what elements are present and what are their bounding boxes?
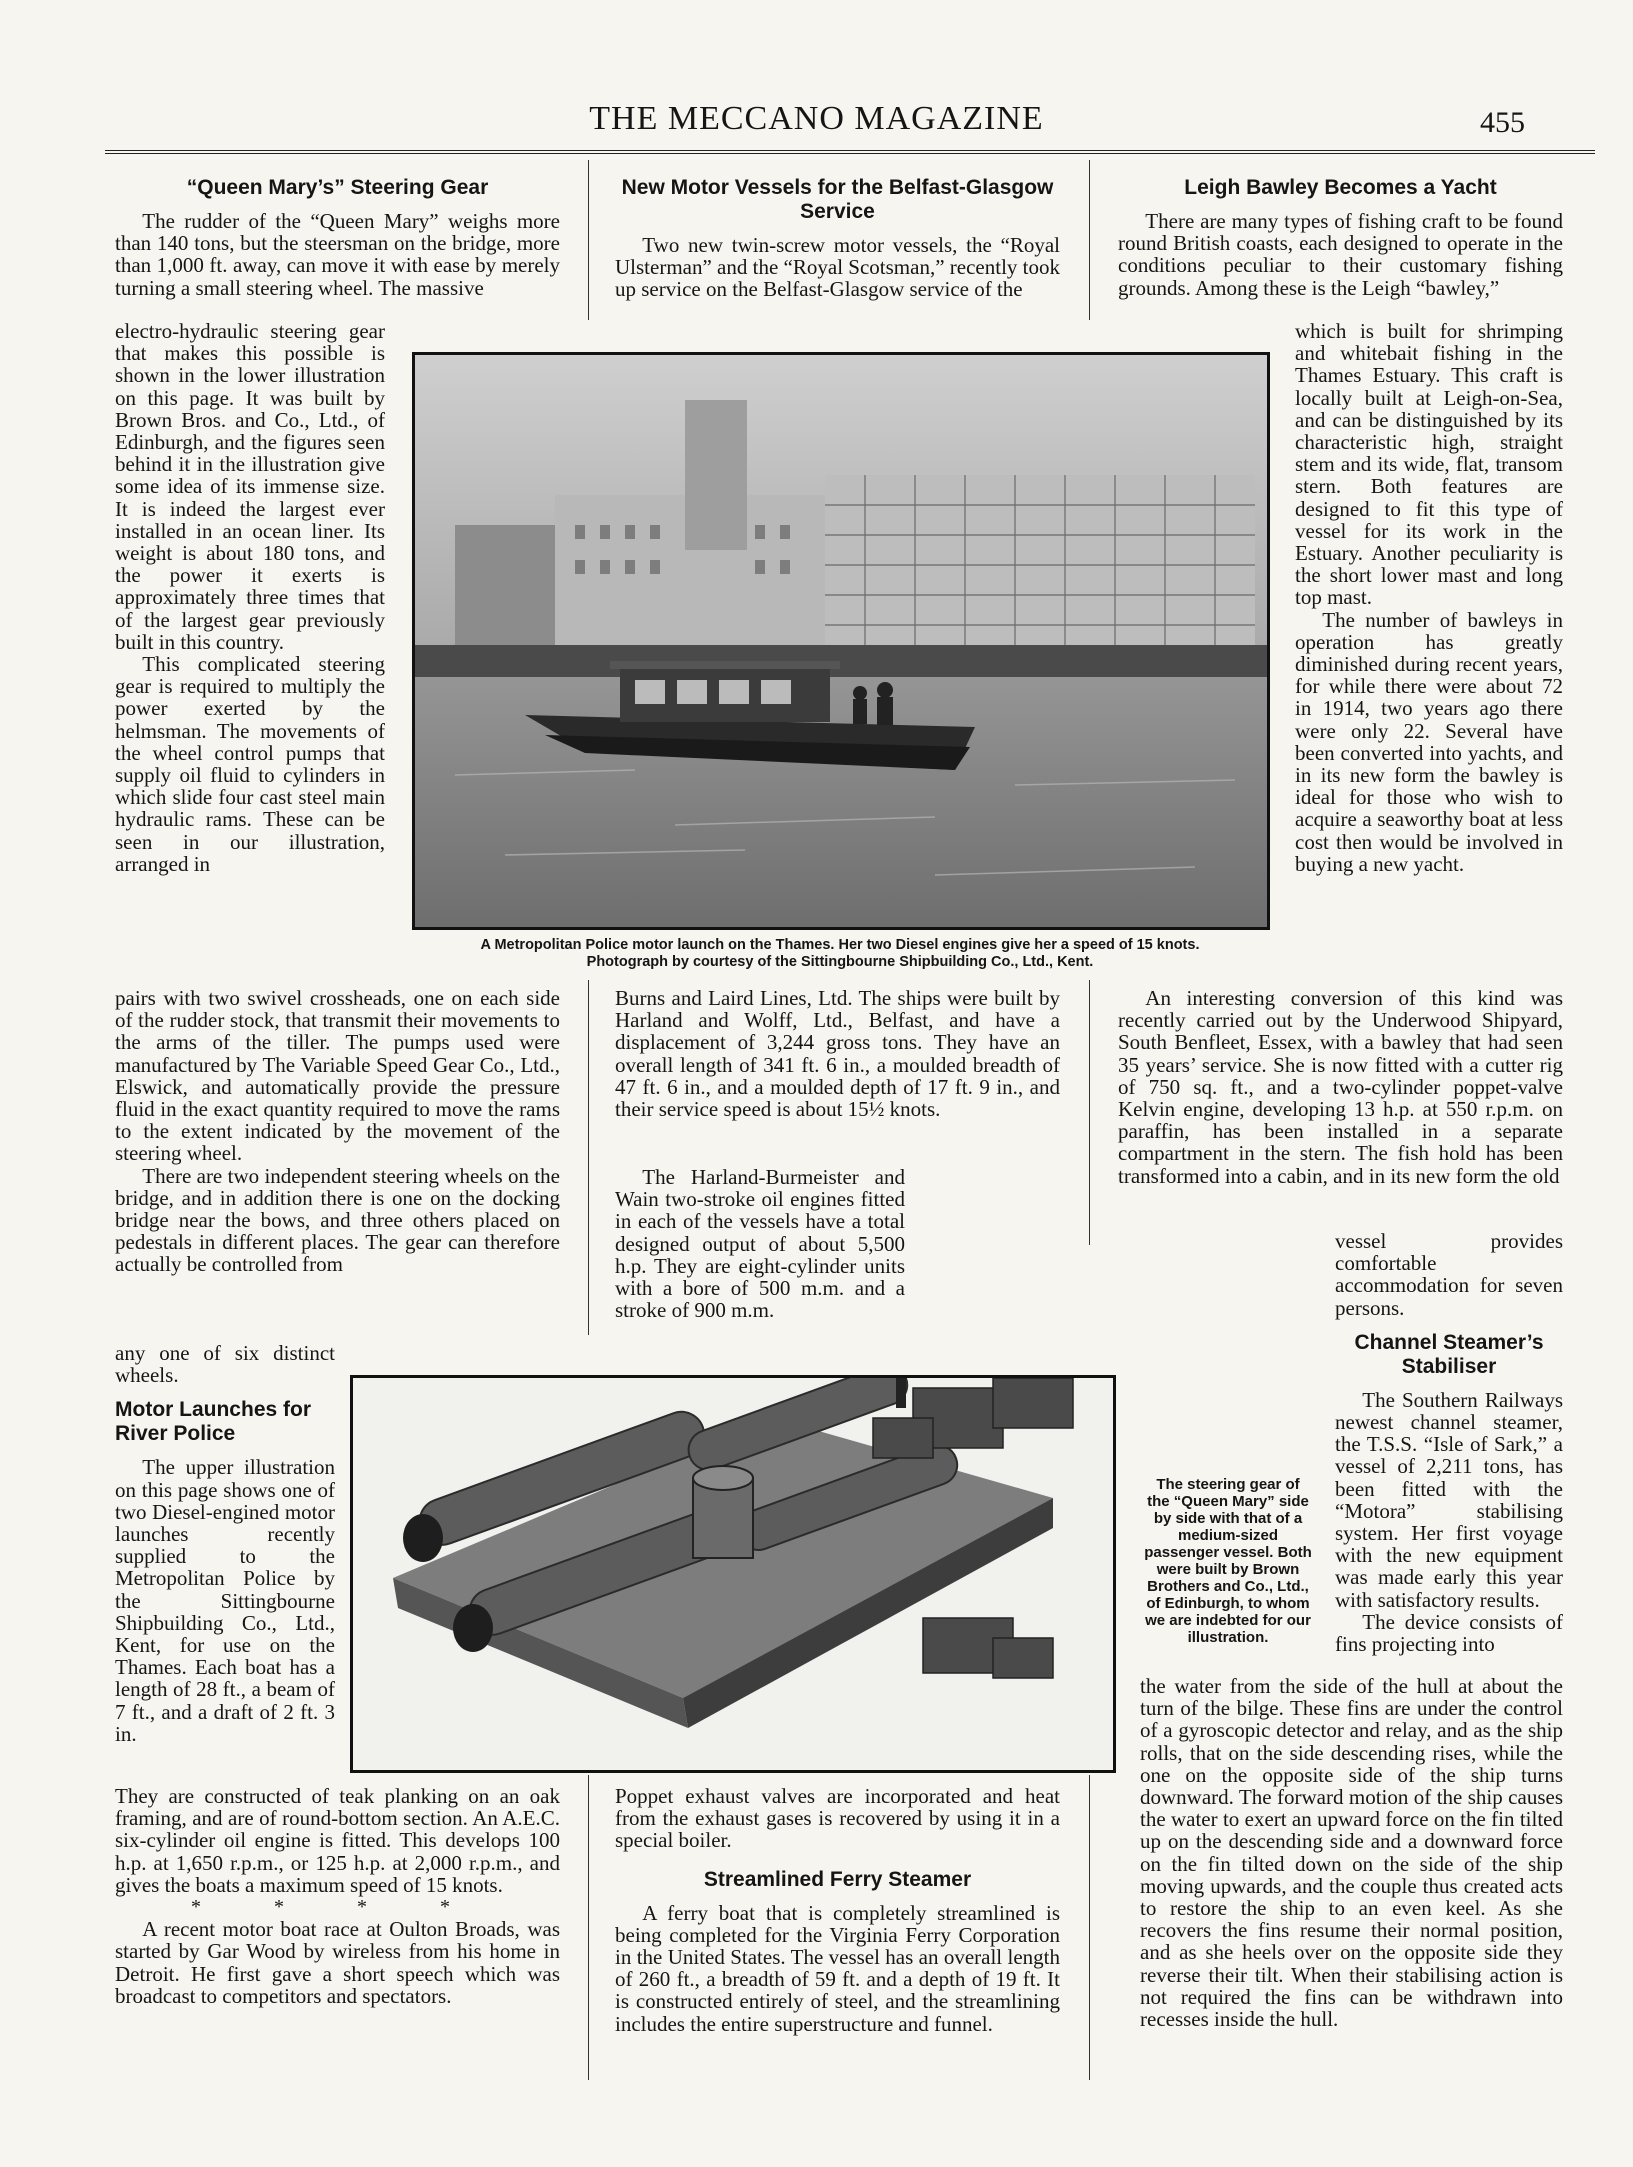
heading-belfast-glasgow: New Motor Vessels for the Belfast-Glasgow Service: [621, 176, 1054, 223]
paragraph: A recent motor boat race at Oulton Broads, was started by Gar Wood by wireless from his home in Detroit. He first gave a short speech which was broadcast to competitors and spectators.: [115, 1917, 560, 2008]
article-stabiliser-cont: [1140, 1675, 1563, 2030]
police-launch-photo: [412, 352, 1270, 930]
article-belfast-glasgow: [615, 172, 1060, 301]
article-queen-mary-cont: [115, 987, 560, 1276]
paragraph: This complicated steering gear is required to multiply the power exerted by the helmsman. The movements of the wheel control pumps that supply oil fluid to cylinders in which slide four cast steel main hydraulic rams. These can be seen in our illustration, arranged in: [115, 652, 385, 876]
paragraph: There are two independent steering wheels on the bridge, and in addition there is one on the docking bridge near the bows, and three others placed on pedestals in different places. The gear can therefore actually be controlled from: [115, 1163, 560, 1277]
paragraph: Two new twin-screw motor vessels, the “Royal Ulsterman” and the “Royal Scotsman,” recently took up service on the Belfast-Glasgow service of the: [615, 233, 1060, 302]
paragraph: A ferry boat that is completely streamlined is being completed for the Virginia Ferry Corporation in the United States. The vessel has an overall length of 260 ft., a breadth of 59 ft. and a depth of 19 ft. It is constructed entirely of steel, and the streamlining includes the entire superstructure and funnel.: [615, 1900, 1060, 2036]
steering-gear-drawing: [353, 1378, 1113, 1770]
paragraph: There are many types of fishing craft to be found round British coasts, each designed to operate in the conditions peculiar to their customary fishing grounds. Among these is the Leigh “bawley,”: [1118, 209, 1563, 300]
article-ferry: [615, 1785, 1060, 2035]
column-rule: [1089, 160, 1090, 320]
heading-queen-mary-steering: “Queen Mary’s” Steering Gear: [186, 176, 489, 199]
steering-gear-illustration: [350, 1375, 1116, 1773]
article-stabiliser: [1335, 1230, 1563, 1655]
heading-channel-stabiliser: Channel Steamer’s Stabiliser: [1354, 1330, 1544, 1378]
paragraph: The upper illustration on this page shows one of two Diesel-engined motor launches recently supplied to the Metropolitan Police by the Sittingbourne Shipbuilding Co., Ltd., Kent, for use on the Thames. Each boat has a length of 28 ft., a beam of 7 ft., and a draft of 2 ft. 3 in.: [115, 1455, 335, 1746]
paragraph: The Harland-Burmeister and Wain two-stroke oil engines fitted in each of the vessels have a total designed output of about 5,500 h.p. They are eight-cylinder units with a bore of 500 m.m. and a stroke of 900 m.m.: [615, 1165, 905, 1323]
paragraph: The number of bawleys in operation has greatly diminished during recent years, for while there were about 72 in 1914, two years ago there were only 22. Several have been converted into yachts, and in its new form the bawley is ideal for those who wish to acquire a seaworthy boat at less cost then would be involved in buying a new yacht.: [1295, 607, 1563, 876]
police-launch-caption: [395, 937, 1285, 971]
paragraph: The Southern Railways newest channel steamer, the T.S.S. “Isle of Sark,” a vessel of 2,211 tons, has been fitted with the “Motora” stabilising system. Her first voyage with the new equipment was made early this year with satisfactory results.: [1335, 1387, 1563, 1612]
paragraph: the water from the side of the hull at about the turn of the bilge. These fins are under the control of a gyroscopic detector and relay, and as the ship rolls, that on the side descending rises, while the one on the opposite side of the ship turns downward. The forward motion of the ship causes the water to exert an upward force on the fin tilted up on the descending side and a downward force on the fin tilted down on the side of the ship moving upwards, and the couple thus created acts to restore the ship to an even keel. As she recovers the fins resume their normal position, and as she heels over on the opposite side they reverse their tilt. When their stabilising action is not required the fins can be withdrawn into recesses inside the hull.: [1140, 1674, 1563, 2032]
paragraph: pairs with two swivel crossheads, one on each side of the rudder stock, that transmit their movements to the arms of the tiller. The pumps used were manufactured by The Variable Speed Gear Co., Ltd., Elswick, and automatically provide the pressure fluid in the exact quantity required to move the rams to the extent indicated by the movement of the steering wheel.: [115, 986, 560, 1166]
heading-motor-launches: Motor Launches for River Police: [115, 1398, 312, 1446]
article-belfast-glasgow-cont: [615, 1166, 905, 1321]
column-rule: [588, 160, 589, 320]
paragraph: Burns and Laird Lines, Ltd. The ships were built by Harland and Wolff, Ltd., Belfast, and have a displacement of 3,244 gross tons. They have an overall length of 341 ft. 6 in., a moulded breadth of 47 ft. 6 in., and a moulded depth of 17 ft. 9 in., and their service speed is about 15½ knots.: [615, 986, 1060, 1122]
article-queen-mary: [115, 172, 560, 299]
masthead-title: THE MECCANO MAGAZINE: [589, 100, 1044, 137]
police-launch-illustration: [415, 355, 1267, 927]
caption-credit: Photograph by courtesy of the Sittingbourne Shipbuilding Co., Ltd., Kent.: [586, 954, 1094, 970]
article-leigh-bawley-cont: [1295, 320, 1563, 875]
paragraph: electro-hydraulic steering gear that makes this possible is shown in the lower illustration on this page. It was built by Brown Bros. and Co., Ltd., of Edinburgh, and the figures seen behind it in the illustration give some idea of its immense size. It is indeed the largest ever installed in an ocean liner. Its weight is about 180 tons, and the power it exerts is approximately three times that of the largest gear previously built in this country.: [115, 319, 385, 654]
column-rule: [588, 1775, 589, 2080]
column-rule: [588, 980, 589, 1335]
article-motor-launches-cont: [115, 1785, 560, 2007]
article-queen-mary-end: [115, 1342, 335, 1745]
paragraph: The rudder of the “Queen Mary” weighs more than 140 tons, but the steersman on the bridge, more than 1,000 ft. away, can move it with ease by merely turning a small steering wheel. The massive: [115, 209, 560, 300]
caption-line: A Metropolitan Police motor launch on the Thames. Her two Diesel engines give her a speed of 15 knots.: [480, 937, 1200, 953]
article-belfast-glasgow-cont: [615, 987, 1060, 1120]
header-rule: [105, 150, 1595, 154]
column-rule: [1089, 1775, 1090, 2080]
paragraph: They are constructed of teak planking on an oak framing, and are of round-bottom section. An A.E.C. six-cylinder oil engine is fitted. This develops 100 h.p. at 1,650 r.p.m., or 125 h.p. at 2,000 r.p.m., and gives the boats a maximum speed of 15 knots.: [115, 1784, 560, 1897]
steering-gear-caption: The steering gear of the “Queen Mary” side by side with that of a medium-sized passenger vessel. Both were built by Brown Brothers and Co., Ltd., of Edinburgh, to whom we are indebted for our illustration.: [1144, 1476, 1312, 1646]
article-leigh-bawley-cont: [1118, 987, 1563, 1187]
article-leigh-bawley: [1118, 172, 1563, 299]
article-queen-mary-cont: [115, 320, 385, 875]
paragraph: The device consists of fins projecting into: [1335, 1609, 1563, 1657]
section-stars: * * * *: [191, 1896, 484, 1919]
page-number: 455: [1480, 106, 1525, 139]
paragraph: vessel provides comfortable accommodation for seven persons.: [1335, 1229, 1563, 1320]
paragraph: any one of six distinct wheels.: [115, 1341, 335, 1388]
paragraph: which is built for shrimping and whitebait fishing in the Thames Estuary. This craft is locally built at Leigh-on-Sea, and can be distinguished by its characteristic high, straight stem and its wide, flat, transom stern. Both features are designed to fit this type of vessel for its work in the Estuary. Another peculiarity is the short lower mast and long top mast.: [1295, 319, 1563, 610]
heading-leigh-bawley: Leigh Bawley Becomes a Yacht: [1184, 176, 1497, 199]
column-rule: [1089, 980, 1090, 1245]
paragraph: An interesting conversion of this kind was recently carried out by the Underwood Shipyard, South Benfleet, Essex, with a bawley that had seen 35 years’ service. She is now fitted with a cutter rig of 750 sq. ft., and a two-cylinder poppet-valve Kelvin engine, developing 13 h.p. at 550 r.p.m. on paraffin, has been installed in a separate compartment in the stern. The fish hold has been transformed into a cabin, and in its new form the old: [1118, 986, 1563, 1188]
heading-streamlined-ferry: Streamlined Ferry Steamer: [703, 1867, 972, 1891]
paragraph: Poppet exhaust valves are incorporated and heat from the exhaust gases is recovered by using it in a special boiler.: [615, 1784, 1060, 1853]
